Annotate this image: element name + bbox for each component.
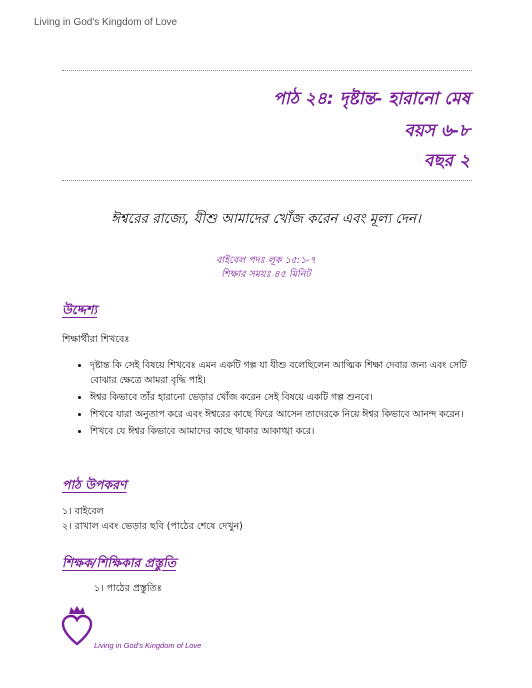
material-item: ১। বাইবেল: [62, 506, 104, 517]
footer-text: Living in God's Kingdom of Love: [94, 641, 202, 650]
crown-heart-logo-icon: [60, 604, 94, 648]
objectives-intro: শিক্ষার্থীরা শিখবেঃ: [62, 334, 130, 345]
age-range: বয়স ৬-৮: [404, 121, 470, 141]
objectives-heading: উদ্দেশ্য: [62, 302, 98, 317]
list-item: • শিখবে যারা অনুতাপ করে এবং ঈশ্বরের কাছে ফিরে আসেন তাদেরকে নিয়ে ঈশ্বর কিভাবে আনন্দ করেন।: [90, 407, 470, 422]
preparation-step: ১। পাঠের প্রস্তুতিঃ: [94, 583, 162, 594]
lesson-year: বছর ২: [423, 151, 470, 171]
preparation-heading: শিক্ষক/শিক্ষিকার প্রস্তুতি: [62, 555, 176, 570]
materials-heading: পাঠ উপকরণ: [62, 477, 127, 492]
objectives-list: [74, 358, 470, 441]
header-note: Living in God's Kingdom of Love: [34, 17, 178, 28]
bottom-divider: [62, 180, 472, 181]
top-divider: [62, 70, 472, 71]
list-item: • ঈশ্বর কিভাবে তাঁর হারানো ভেড়ার খোঁজ করেন সেই বিষয়ে একটি গল্প শুনবে।: [90, 390, 470, 405]
lesson-title: পাঠ ২৪: দৃষ্টান্ত- হারানো মেষ: [273, 89, 470, 109]
material-item: ২। রাখাল এবং ভেড়ার ছবি (পাঠের শেষে দেখুন): [62, 521, 243, 532]
list-item: • শিখবে যে ঈশ্বর কিভাবে আমাদের কাছে থাকার আকাঙ্খা করে।: [90, 424, 470, 439]
bible-passage: বাইবেল পদঃ লূক ১৫:১-৭: [216, 255, 316, 266]
list-item: • দৃষ্টান্ত কি সেই বিষয়ে শিখবেঃ এমন একটি গল্প যা যীশু বলেছিলেন আত্মিক শিক্ষা দেবার জন্য এবং সেটি বোঝার ক্ষেত্রে আমরা বৃদ্ধি পাই।: [90, 358, 470, 388]
lesson-theme: ঈশ্বরের রাজ্যে, যীশু আমাদের খোঁজ করেন এবং মূল্য দেন।: [111, 211, 421, 227]
lesson-time: শিক্ষার সময়ঃ ৪৫ মিনিট: [221, 269, 311, 280]
